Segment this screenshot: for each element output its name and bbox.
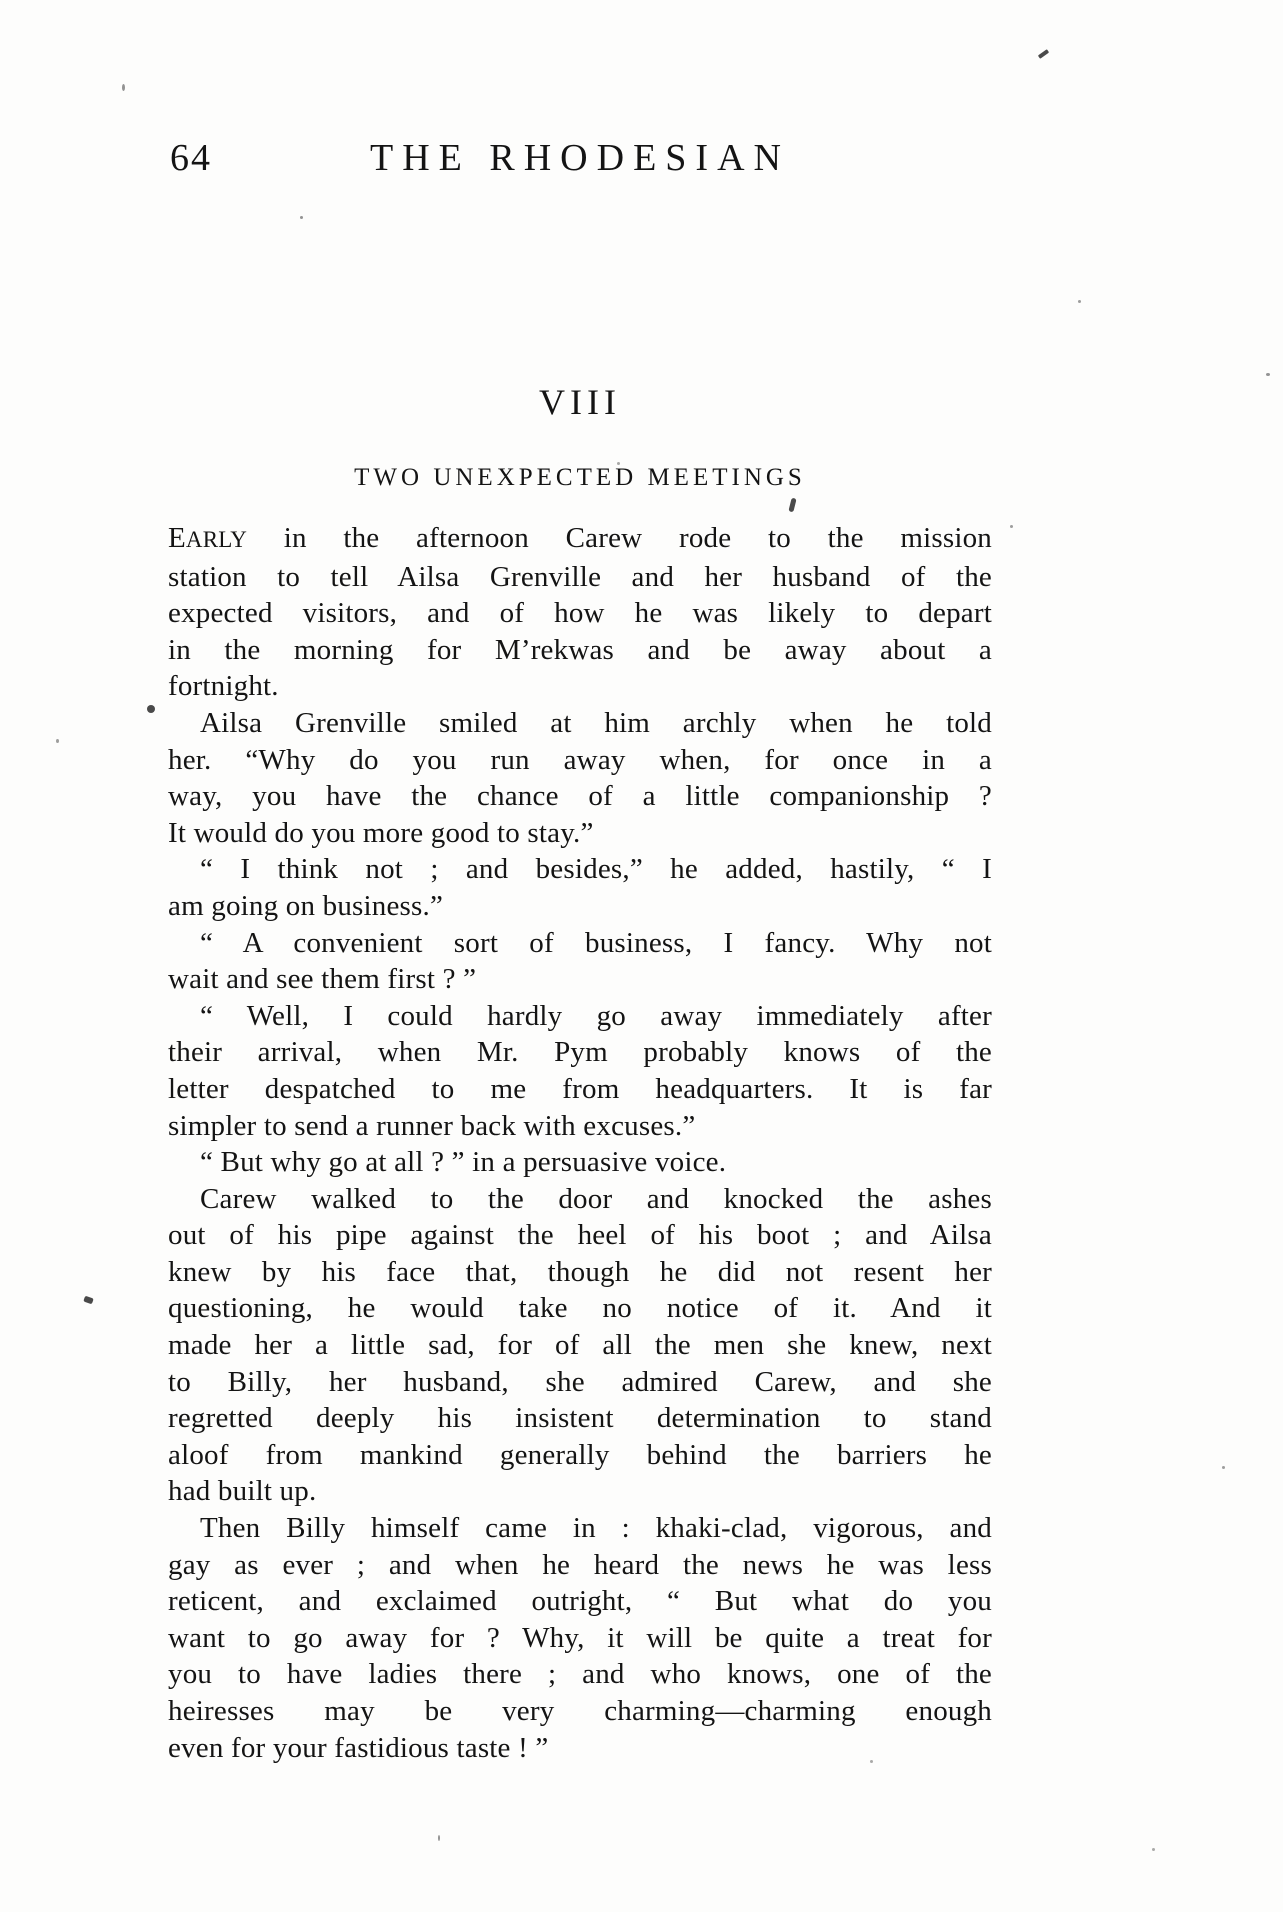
scan-speck — [147, 705, 155, 713]
text-line: had built up. — [168, 1475, 317, 1508]
text-line: even for your fastidious taste ! ” — [168, 1731, 549, 1764]
text-line: their arrival, when Mr. Pym probably knows of the — [168, 1036, 992, 1069]
text-line: expected visitors, and of how he was likely to depart — [168, 597, 992, 630]
text-line: EARLY in the afternoon Carew rode to the mission — [168, 522, 992, 554]
lead-capital: E — [168, 522, 186, 554]
text-line: way, you have the chance of a little companionship ? — [168, 780, 992, 813]
paragraph — [168, 1510, 992, 1766]
scan-speck — [617, 462, 620, 465]
scan-speck — [300, 216, 303, 219]
text-line: gay as ever ; and when he heard the news he was less — [168, 1548, 992, 1581]
lead-smallcaps: ARLY — [185, 527, 248, 552]
text-line: her. “Why do you run away when, for once in a — [168, 743, 992, 776]
text-line: am going on business.” — [168, 889, 444, 922]
scan-speck — [122, 84, 125, 91]
text-line: “ A convenient sort of business, I fancy. Why not — [200, 926, 992, 959]
text-line: want to go away for ? Why, it will be quite a treat for — [168, 1621, 992, 1654]
scan-speck — [1078, 300, 1081, 303]
text-line: questioning, he would take no notice of it. And it — [168, 1292, 992, 1325]
body-text — [168, 520, 992, 1766]
text-line: It would do you more good to stay.” — [168, 816, 594, 849]
text-line: in the morning for M’rekwas and be away about a — [168, 633, 992, 666]
scan-speck — [788, 498, 796, 513]
text-line: “ Well, I could hardly go away immediately after — [200, 999, 992, 1032]
paragraph — [168, 998, 992, 1144]
paragraph — [168, 925, 992, 998]
text-line: aloof from mankind generally behind the barriers he — [168, 1438, 992, 1471]
chapter-title: TWO UNEXPECTED MEETINGS — [354, 464, 806, 491]
paragraph — [168, 1144, 992, 1181]
text-line: “ But why go at all ? ” in a persuasive voice. — [200, 1146, 727, 1179]
text-line: knew by his face that, though he did not resent her — [168, 1255, 992, 1288]
text-line: simpler to send a runner back with excuses.” — [168, 1109, 696, 1142]
text-line: reticent, and exclaimed outright, “ But what do you — [168, 1585, 992, 1618]
paragraph — [168, 1181, 992, 1510]
scan-speck — [1152, 1848, 1155, 1851]
scan-speck — [1010, 525, 1013, 528]
paragraph — [168, 705, 992, 851]
text-line: Ailsa Grenville smiled at him archly when he told — [200, 706, 992, 739]
text-line: wait and see them first ? ” — [168, 963, 477, 996]
page-header — [168, 136, 992, 184]
chapter-number: VIII — [539, 382, 621, 422]
text-line: fortnight. — [168, 670, 279, 703]
text-line: regretted deeply his insistent determination to stand — [168, 1402, 992, 1435]
text-line: heiresses may be very charming—charming enough — [168, 1695, 992, 1727]
paragraph — [168, 520, 992, 705]
text-line: you to have ladies there ; and who knows, one of the — [168, 1658, 992, 1691]
paragraph — [168, 851, 992, 924]
text-line: to Billy, her husband, she admired Carew, and she — [168, 1365, 992, 1398]
text-line: station to tell Ailsa Grenville and her husband of the — [168, 560, 992, 593]
text-line: letter despatched to me from headquarters. It is far — [168, 1072, 992, 1105]
text-line: Then Billy himself came in : khaki-clad, vigorous, and — [200, 1512, 992, 1545]
text-line: made her a little sad, for of all the men she knew, next — [168, 1329, 992, 1362]
scan-speck — [1266, 373, 1270, 376]
scan-speck — [56, 739, 59, 743]
text-line: Carew walked to the door and knocked the ashes — [200, 1182, 992, 1215]
text-line: out of his pipe against the heel of his boot ; and Ailsa — [168, 1219, 992, 1252]
scan-speck — [83, 1296, 94, 1305]
page-number: 64 — [170, 137, 212, 179]
scan-speck — [1222, 1466, 1225, 1469]
scan-speck — [438, 1835, 440, 1841]
text-line: “ I think not ; and besides,” he added, hastily, “ I — [200, 853, 992, 886]
scan-speck — [1038, 49, 1049, 59]
running-title: THE RHODESIAN — [370, 137, 790, 179]
scan-speck — [870, 1760, 873, 1763]
